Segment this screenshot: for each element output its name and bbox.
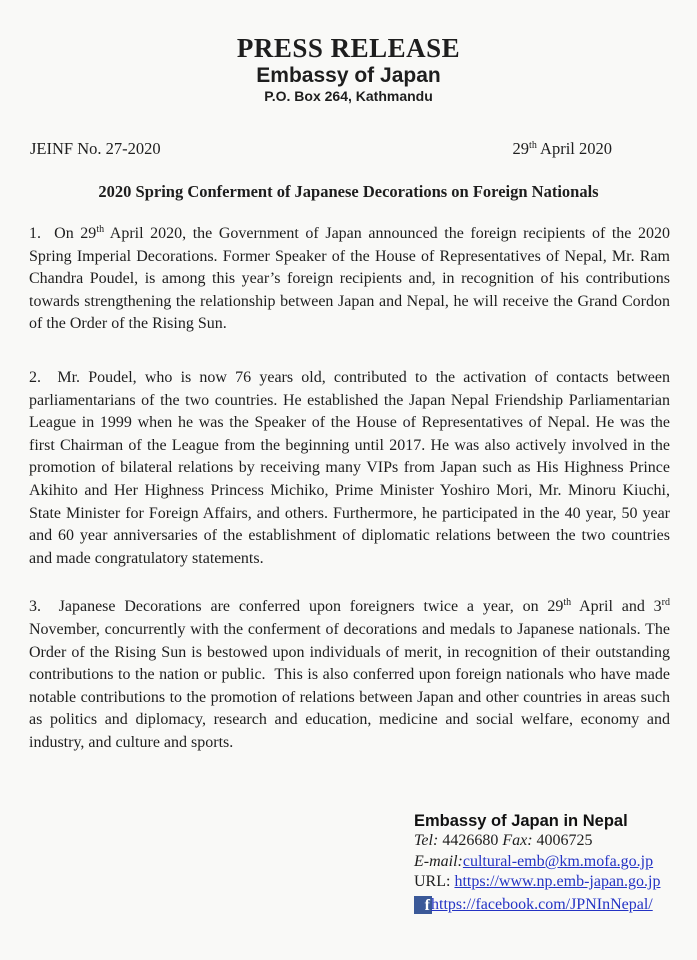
email-link[interactable]: cultural-emb@km.mofa.go.jp (462, 852, 654, 870)
organization-name: Embassy of Japan (256, 64, 441, 87)
page-title: PRESS RELEASE (236, 33, 461, 63)
organization-address: P.O. Box 264, Kathmandu (264, 88, 433, 104)
url-label: URL: (414, 873, 455, 891)
facebook-icon[interactable]: f (414, 896, 432, 914)
reference-number: JEINF No. 27-2020 (30, 139, 161, 158)
url-line (414, 872, 697, 893)
date-day: 29 (512, 139, 530, 158)
paragraph-3-text: April and 3 (571, 598, 662, 616)
email-label: E-mail: (414, 852, 463, 870)
paragraph-1-text: 1. On 29 (29, 225, 97, 242)
tel-value: 4426680 (438, 832, 503, 850)
paragraph-3-text: 3. Japanese Decorations are conferred upon foreigners twice a year, on 29 (29, 598, 564, 616)
facebook-line (414, 895, 697, 916)
ordinal-suffix: th (96, 224, 105, 235)
fax-value: 4006725 (532, 832, 593, 850)
url-link[interactable]: https://www.np.emb-japan.go.jp (454, 873, 661, 891)
date-month-year: April 2020 (536, 139, 612, 158)
paragraph-1-text: April 2020, the Government of Japan announced the foreign recipients of the 2020 Spring Imperial Decorations. Former Speaker of the House of Representatives of Nepal, Mr. Ram Chandra Poudel, is among this year’s foreign recipients and, in recognition of his contributions towards strengthening the relationship between Japan and Nepal, he will receive the Grand Cordon of the Order of the Rising Sun. (29, 225, 670, 333)
paragraph-2: 2. Mr. Poudel, who is now 76 years old, contributed to the activation of contacts between parliamentarians of the two countries. He established the Japan Nepal Friendship Parliamentarian League in 1999 when he was the Speaker of the House of Representatives of Nepal. He was the first Chairman of the League from the beginning until 2017. He was also actively involved in the promotion of bilateral relations by receiving many VIPs from Japan such as His Highness Prince Akihito and Her Highness Princess Michiko, Prime Minister Yoshiro Mori, Mr. Minoru Kiuchi, State Minister for Foreign Affairs, and others. Furthermore, he participated in the 40 year, 50 year and 60 year anniversaries of the establishment of diplomatic relations between the two countries and made congratulatory statements. (29, 368, 670, 567)
subject-title: 2020 Spring Conferment of Japanese Decorations on Foreign Nationals (98, 182, 599, 201)
date-ordinal-suffix: th (529, 140, 537, 151)
email-line (414, 852, 697, 873)
facebook-link[interactable]: https://facebook.com/JPNInNepal/ (431, 895, 653, 913)
paragraph-1 (0, 223, 697, 336)
ordinal-suffix: rd (661, 597, 671, 609)
meta-row (0, 138, 697, 159)
contact-heading: Embassy of Japan in Nepal (414, 812, 628, 831)
ordinal-suffix: th (563, 597, 572, 609)
paragraph-3-text: November, concurrently with the conferment of decorations and medals to Japanese nationals. The Order of the Rising Sun is bestowed upon individuals of merit, in recognition of their outstanding contributions to the nation or public. This is also conferred upon foreign nationals who have made notable contributions to the promotion of relations between Japan and other countries in areas such as politics and diplomacy, research and education, medicine and social welfare, economy and industry, and culture and sports. (29, 620, 670, 751)
contact-block (414, 811, 697, 915)
paragraph-3 (0, 596, 697, 754)
tel-label: Tel: (414, 832, 439, 850)
document-date (513, 138, 612, 159)
tel-fax-line (414, 831, 697, 852)
fax-label: Fax: (502, 832, 533, 850)
